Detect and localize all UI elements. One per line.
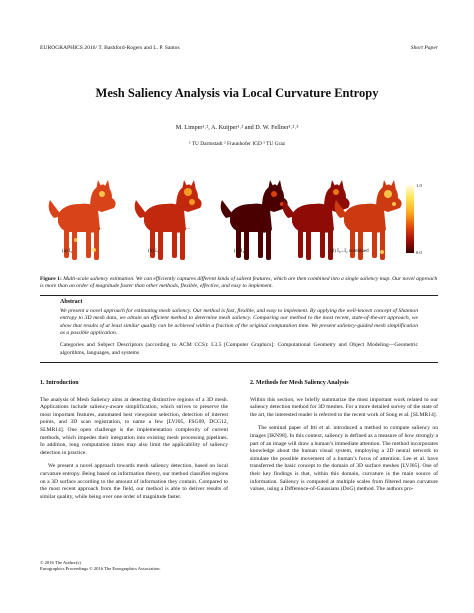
running-header-right: Short Paper	[410, 45, 438, 51]
figure-caption	[40, 276, 438, 291]
intro-paragraph-1: The analysis of Mesh Saliency aims at detecting distinctive regions of a 3D mesh. Applications include saliency-aware simplification, which strives to preserve the most important features, automated best viewpoint selection, detection of interest points, and 3D scan registration, to name a few [LVJ05, FSG09, DCG12, SLMR14]. One open challenge is the implementation complexity of current methods, which impedes their integration into existing mesh processing pipelines. In addition, long computation times may also limit the applicability of saliency detection in practice.	[40, 396, 228, 456]
colorbar-min-label: 0.0	[416, 250, 422, 255]
section-1-heading: 1. Introduction	[40, 380, 79, 386]
wolf-render-c	[221, 180, 288, 260]
sublabel-a: (a) I₀	[62, 249, 73, 254]
sublabel-c: (c) I₄	[234, 249, 245, 254]
acm-categories: Categories and Subject Descriptors (according to ACM CCS): I.3.5 [Computer Graphics]: Computational Geometry and Object Modeling—Geometric algorithms, languages, and systems	[60, 342, 418, 356]
abstract-text: We present a novel approach for estimating mesh saliency. Our method is fast, flexible, and easy to implement. By applying the well-known concept of Shannon entropy to 3D mesh data, we obtain an efficient method to determine mesh saliency. Comparing our method to the most recent, state-of-the-art approach, we show that results of at least similar quality can be achieved within a fraction of the original computation time. We present saliency-guided mesh simplification as a possible application.	[60, 308, 418, 337]
proceedings-line: Eurographics Proceedings © 2016 The Eurographics Association.	[40, 566, 161, 572]
paper-title: Mesh Saliency Analysis via Local Curvature Entropy	[95, 86, 379, 100]
figure-saliency-wolves	[40, 172, 440, 272]
ellipsis-2: ...	[186, 226, 190, 231]
sublabel-d: (d) I₀...I₄ combined	[330, 249, 369, 254]
ellipsis-1: ...	[98, 226, 102, 231]
copyright-line: © 2016 The Author(s)	[40, 560, 81, 565]
colorbar	[406, 185, 414, 253]
intro-paragraph-2: We present a novel approach towards mesh saliency detection, based on local curvature entropy. Being based on information theory, our method classifies regions on a 3D surface according to the amount of information they contain. Compared to the most recent approach from the field, our method is able to deliver results of similar quality, while being over one order of magnitude faster.	[40, 463, 228, 500]
left-column	[40, 380, 228, 507]
right-column	[250, 380, 438, 500]
wolf-render-a	[49, 180, 116, 260]
author-list: M. Limper¹˒², A. Kuijper¹˒² and D. W. Fellner¹˒²˒³	[175, 124, 299, 131]
abstract-heading: Abstract	[60, 299, 83, 305]
caption-text: Multi-scale saliency estimation. We can efficiently captures different kinds of salient features, which are then combined into a single saliency map. Our novel approach is more than an order of magnitude faster than other methods, flexible, effective, and easy to implement.	[40, 276, 438, 290]
section-2-heading: 2. Methods for Mesh Saliency Analysis	[250, 380, 349, 386]
running-header-left: EUROGRAPHICS 2016/ T. Bashford-Rogers and L. P. Santos	[40, 45, 180, 51]
methods-paragraph-2: The seminal paper of Itti et al. introduced a method to compute saliency on images [IKN98]. In this context, saliency is defined as a measure of how strongly a part of an image will draw a human’s immediate attention. The method incorporates knowledge about the human visual system, employing a 2D neural network to simulate the possible movement of a human’s focus of attention. Lee et al. have transferred the basic concept to the domain of 3D surface meshes [LVJ05]. One of their key findings is that, within this domain, curvature is the main source of information. Saliency is computed at multiple scales from filtered mean curvature values, using a Difference-of-Gaussians (DoG) method. The authors pro-	[250, 425, 439, 493]
footer	[40, 560, 161, 573]
colorbar-max-label: 1.0	[416, 183, 422, 188]
methods-paragraph-1: Within this section, we briefly summarize the most important work related to our saliency detection method for 3D meshes. For a more detailed survey of the state of the art, the interested reader is referred to the recent work of Song et al. [SLMR14].	[250, 396, 438, 418]
sublabel-b: (b) I₇	[148, 249, 159, 254]
caption-label: Figure 1:	[40, 276, 62, 282]
wolf-render-d1	[283, 180, 350, 260]
abstract-top-rule	[40, 295, 438, 296]
affiliations: ¹ TU Darmstadt ² Fraunhofer IGD ³ TU Graz	[188, 141, 286, 147]
abstract-bottom-rule	[40, 362, 438, 363]
